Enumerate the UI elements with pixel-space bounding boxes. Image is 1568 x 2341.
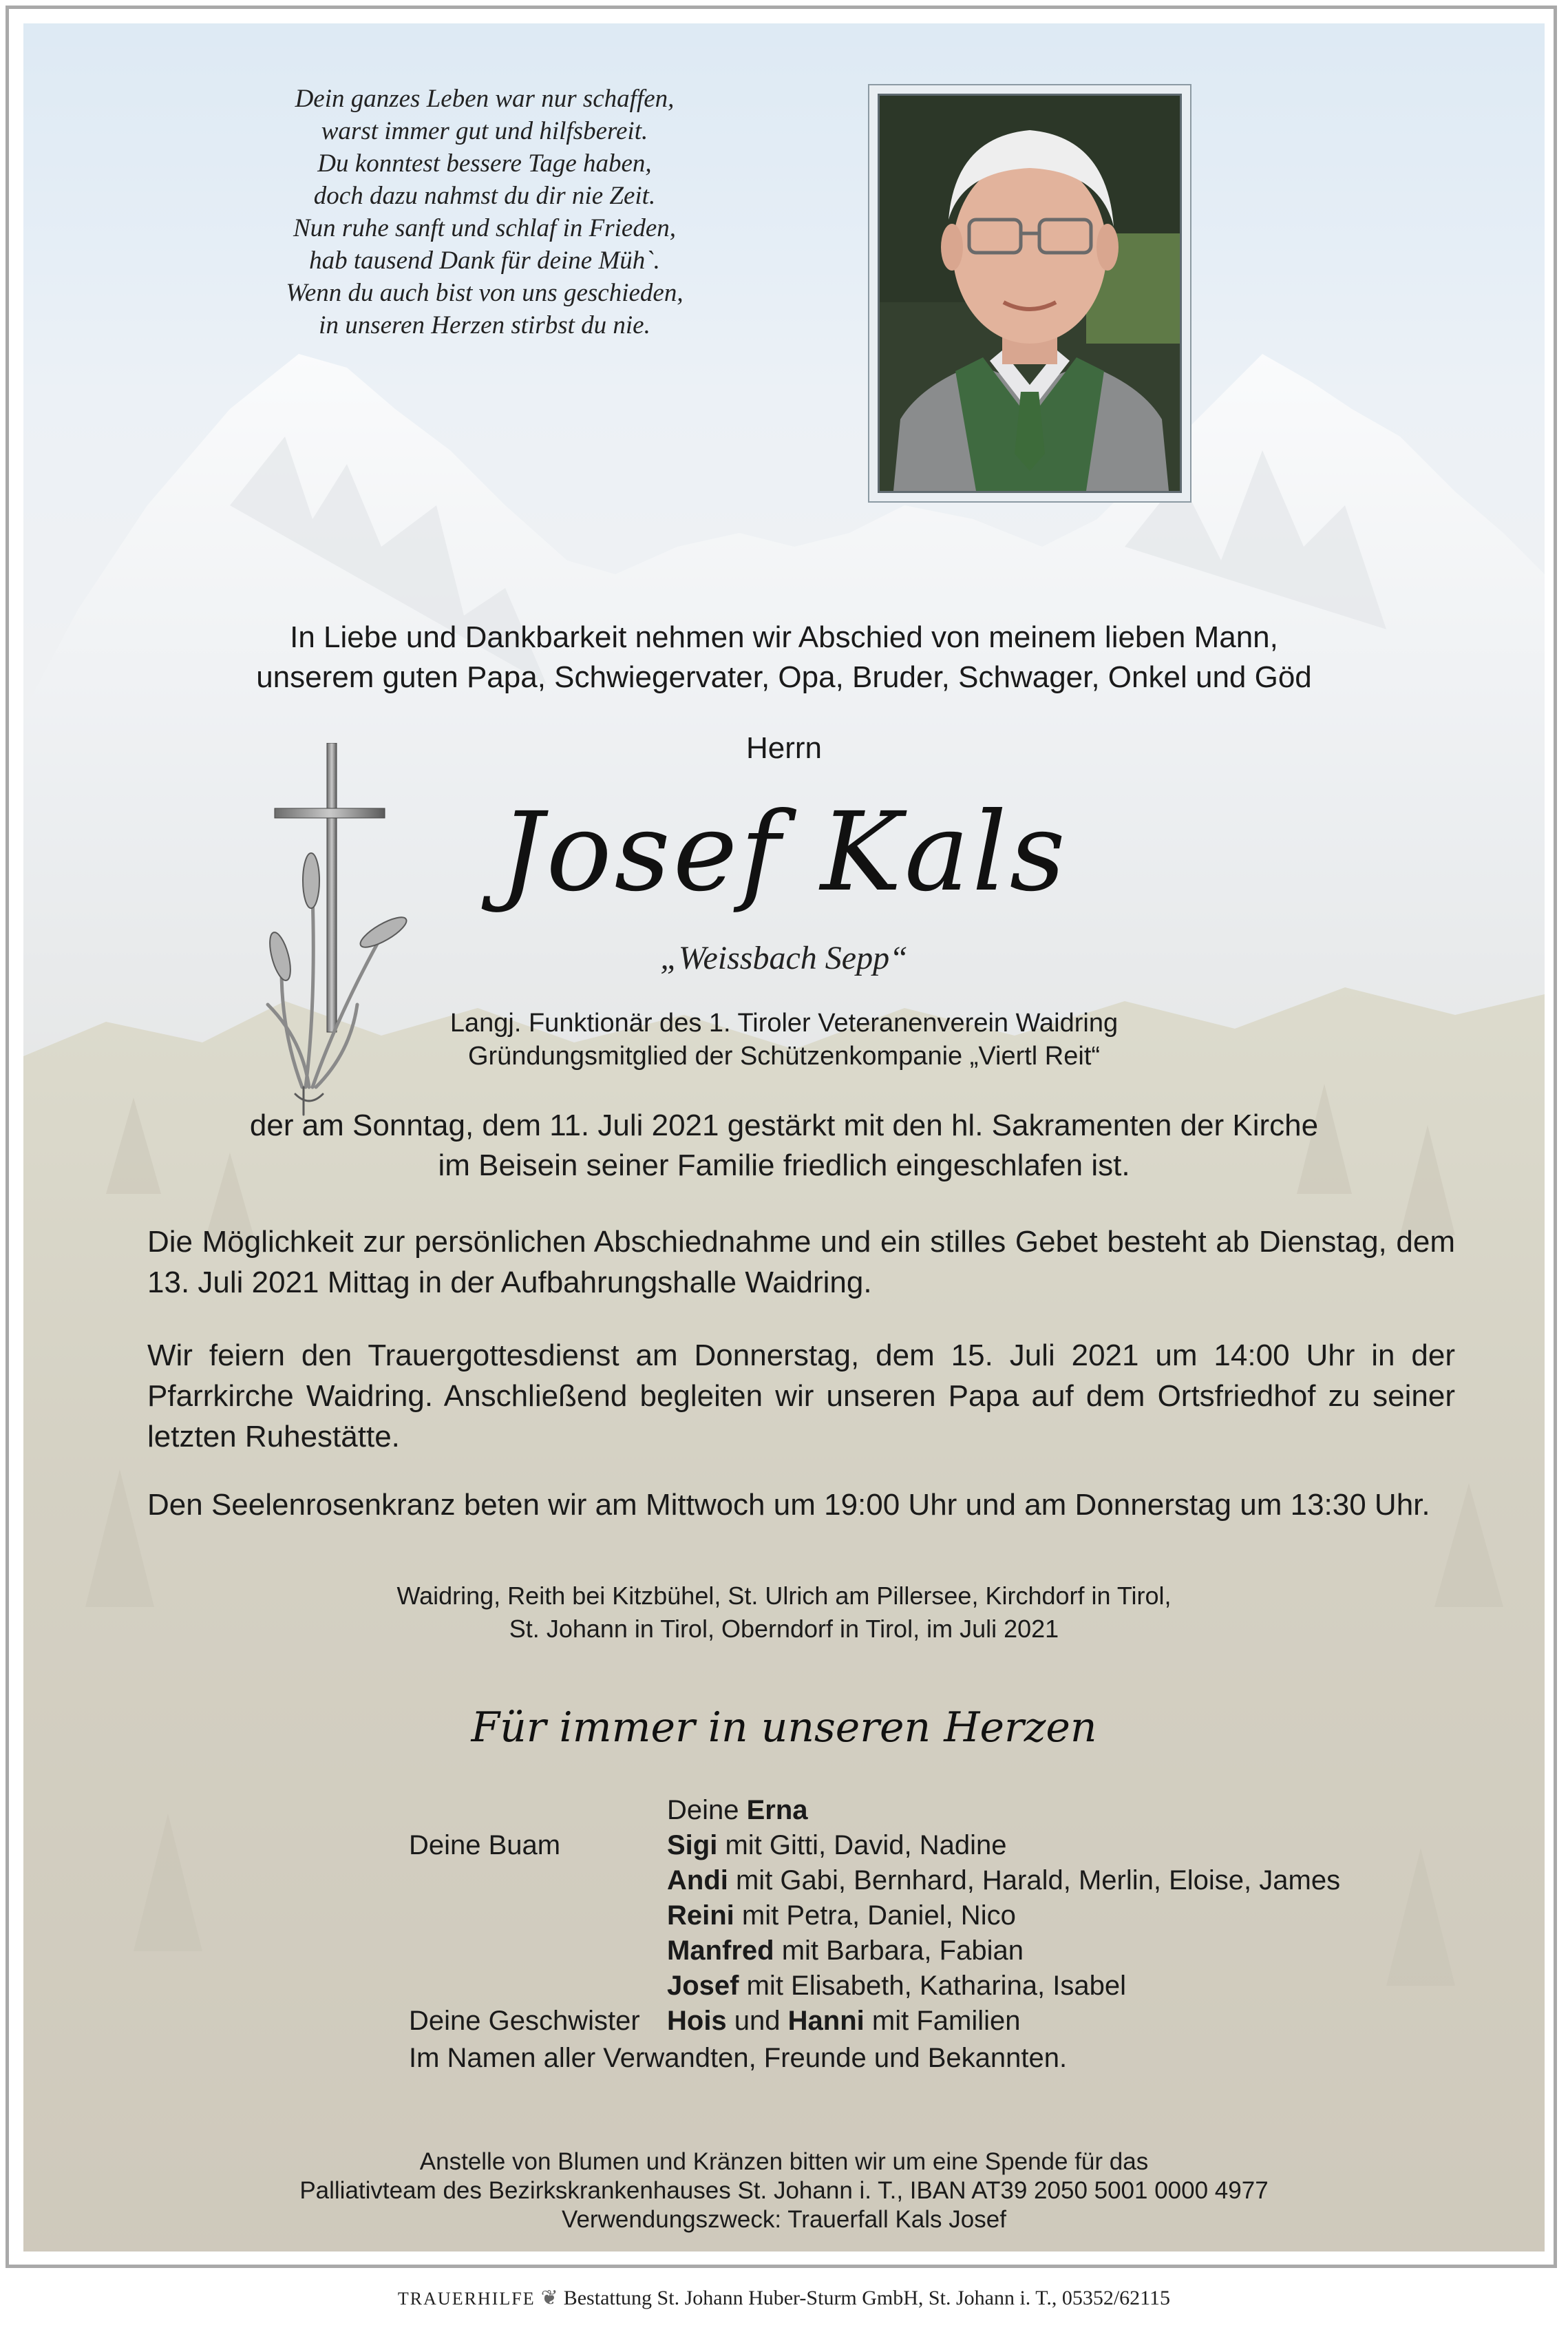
poem-line: Nun ruhe sanft und schlaf in Frieden, xyxy=(293,214,676,242)
undertaker-info: Bestattung St. Johann Huber-Sturm GmbH, St. Johann i. T., 05352/62115 xyxy=(563,2287,1171,2309)
donation-line: Verwendungszweck: Trauerfall Kals Josef xyxy=(562,2206,1006,2233)
places-line: Waidring, Reith bei Kitzbühel, St. Ulrich am Pillersee, Kirchdorf in Tirol, xyxy=(396,1582,1172,1610)
salutation: Herrn xyxy=(745,731,823,765)
son-entry: Josef mit Elisabeth, Katharina, Isabel xyxy=(667,1971,1127,2001)
poem-line: Du konntest bessere Tage haben, xyxy=(317,149,652,178)
funeral-service-paragraph: Wir feiern den Trauergottesdienst am Donnerstag, dem 15. Juli 2021 um 14:00 Uhr in der Pfarrkirche Waidring. Anschließend begleiten wir unseren Papa auf dem Ortsfriedhof zu seiner letzten Ruhestätte. xyxy=(147,1339,1455,1453)
sons-label: Deine Buam xyxy=(409,1830,561,1860)
passing-text xyxy=(23,1106,1545,1186)
nickname: „Weissbach Sepp“ xyxy=(660,940,908,976)
passing-line: der am Sonntag, dem 11. Juli 2021 gestärkt mit den hl. Sakramenten der Kirche xyxy=(249,1109,1319,1142)
family-closing: Im Namen aller Verwandten, Freunde und Bekannten. xyxy=(409,2043,1068,2073)
forever-heading: Für immer in unseren Herzen xyxy=(471,1703,1097,1752)
passing-line: im Beisein seiner Familie friedlich eingeschlafen ist. xyxy=(438,1148,1130,1182)
footer-imprint xyxy=(0,2286,1568,2310)
function-line: Gründungsmitglied der Schützenkompanie „Viertl Reit“ xyxy=(467,1042,1101,1071)
siblings-entry: Hois und Hanni mit Familien xyxy=(667,2006,1021,2036)
donation-line: Palliativteam des Bezirkskrankenhauses St. Johann i. T., IBAN AT39 2050 5001 0000 4977 xyxy=(299,2177,1269,2204)
wife-entry: Deine Erna xyxy=(667,1795,808,1825)
son-entry: Reini mit Petra, Daniel, Nico xyxy=(667,1900,1016,1931)
deceased-name: Josef Kals xyxy=(500,789,1068,916)
poem-line: warst immer gut und hilfsbereit. xyxy=(321,117,648,145)
intro-line: In Liebe und Dankbarkeit nehmen wir Abschied von meinem lieben Mann, xyxy=(290,620,1278,654)
son-entry: Sigi mit Gitti, David, Nadine xyxy=(667,1830,1007,1860)
son-entry: Andi mit Gabi, Bernhard, Harald, Merlin, Eloise, James xyxy=(667,1865,1341,1896)
places-and-date xyxy=(23,1579,1545,1646)
poem xyxy=(154,83,815,342)
trauerhilfe-brand: TRAUERHILFE xyxy=(397,2289,536,2309)
poem-line: doch dazu nahmst du dir nie Zeit. xyxy=(313,182,656,210)
viewing-paragraph: Die Möglichkeit zur persönlichen Abschiednahme und ein stilles Gebet besteht ab Dienstag, dem 13. Juli 2021 Mittag in der Aufbahrungshalle Waidring. xyxy=(147,1225,1455,1299)
obituary-content xyxy=(23,23,1545,2251)
leaf-icon: ❦ xyxy=(540,2287,558,2309)
intro-line: unserem guten Papa, Schwiegervater, Opa, Bruder, Schwager, Onkel und Göd xyxy=(256,660,1312,694)
portrait-frame xyxy=(868,84,1191,503)
siblings-label: Deine Geschwister xyxy=(409,2006,640,2036)
son-entry: Manfred mit Barbara, Fabian xyxy=(667,1935,1024,1966)
places-line: St. Johann in Tirol, Oberndorf in Tirol, im Juli 2021 xyxy=(509,1615,1059,1643)
poem-line: Dein ganzes Leben war nur schaffen, xyxy=(295,85,675,113)
poem-line: Wenn du auch bist von uns geschieden, xyxy=(286,279,684,307)
cross-with-wheat-icon xyxy=(254,743,416,1118)
portrait-photo xyxy=(878,94,1182,493)
functions xyxy=(23,1007,1545,1073)
intro-text xyxy=(23,618,1545,697)
rosary-paragraph: Den Seelenrosenkranz beten wir am Mittwoch um 19:00 Uhr und am Donnerstag um 13:30 Uhr. xyxy=(147,1488,1430,1522)
poem-line: in unseren Herzen stirbst du nie. xyxy=(319,311,650,339)
function-line: Langj. Funktionär des 1. Tiroler Veteranenverein Waidring xyxy=(449,1009,1119,1038)
poem-line: hab tausend Dank für deine Müh`. xyxy=(309,246,660,275)
donation-note xyxy=(23,2148,1545,2234)
donation-line: Anstelle von Blumen und Kränzen bitten wir um eine Spende für das xyxy=(419,2148,1149,2175)
